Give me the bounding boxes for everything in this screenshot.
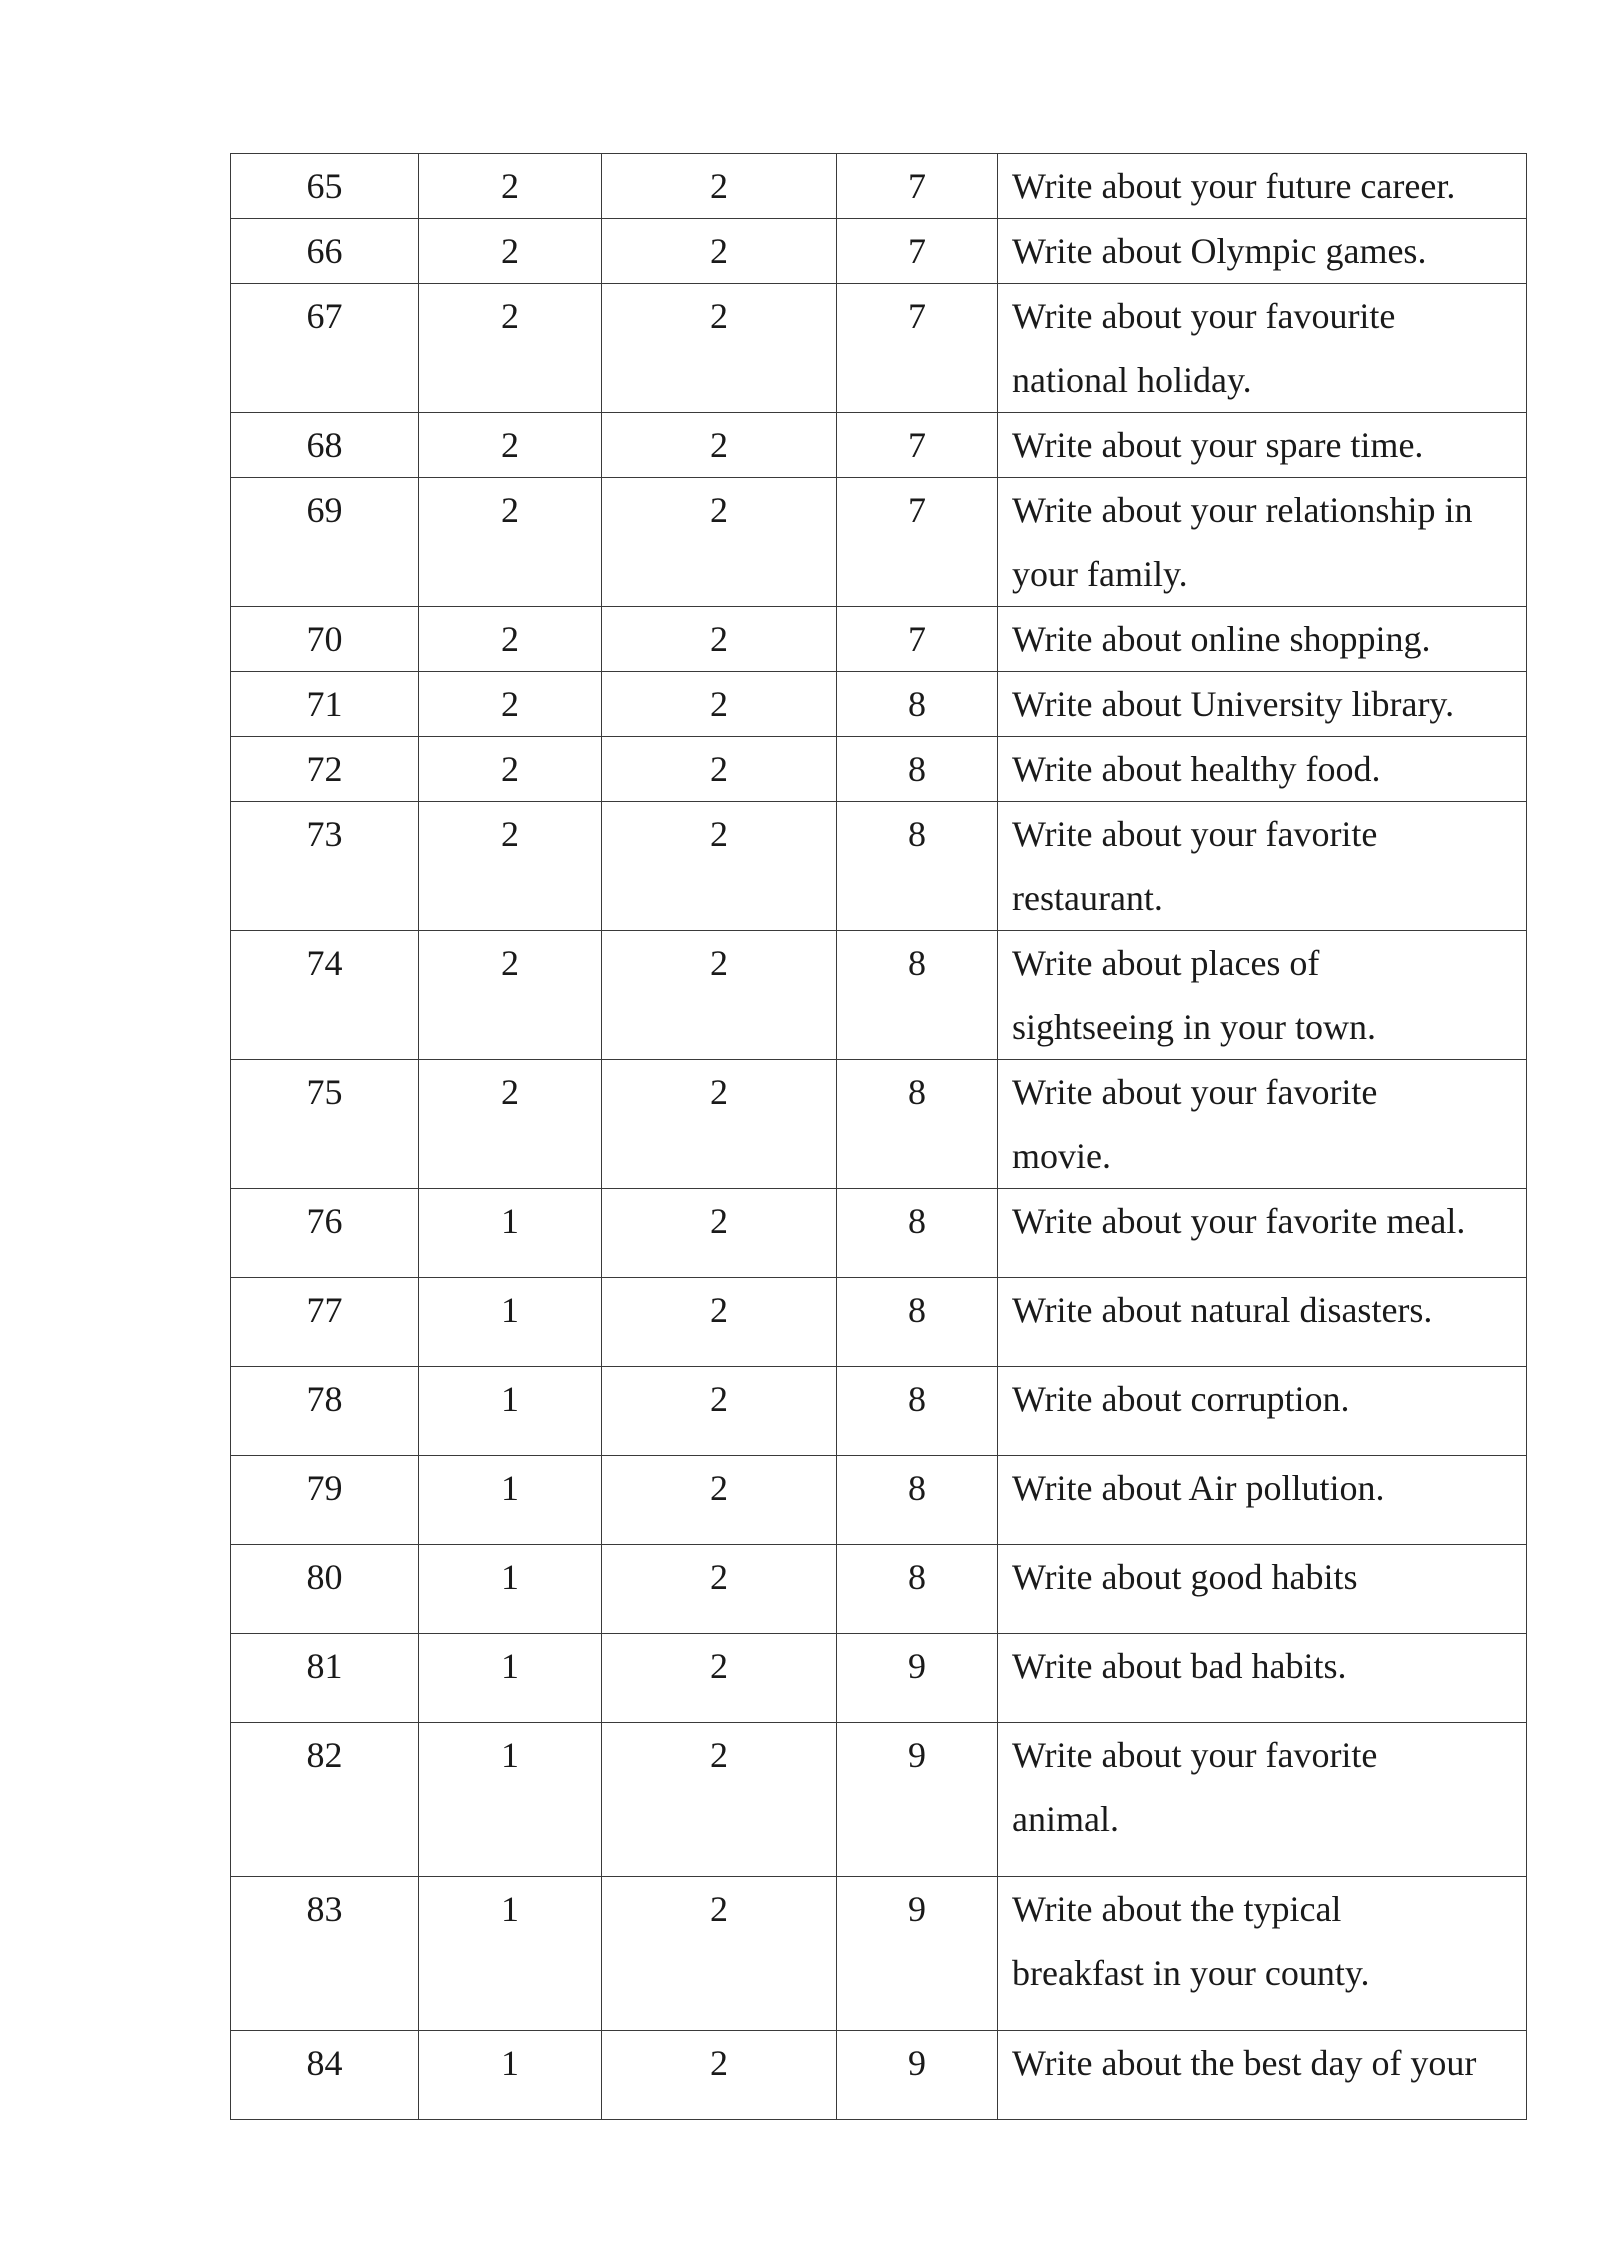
column-2-cell: 1 — [419, 1278, 602, 1367]
column-2-cell: 1 — [419, 1189, 602, 1278]
column-2-cell: 1 — [419, 1877, 602, 2031]
column-3-cell: 2 — [602, 672, 837, 737]
row-number-cell: 70 — [231, 607, 419, 672]
column-4-cell: 8 — [837, 1456, 998, 1545]
column-3-cell: 2 — [602, 1278, 837, 1367]
row-number-cell: 84 — [231, 2031, 419, 2120]
column-2-cell: 1 — [419, 1634, 602, 1723]
column-2-cell: 2 — [419, 219, 602, 284]
row-number-cell: 82 — [231, 1723, 419, 1877]
column-4-cell: 8 — [837, 1367, 998, 1456]
column-4-cell: 8 — [837, 931, 998, 1060]
row-number-cell: 67 — [231, 284, 419, 413]
row-number-cell: 83 — [231, 1877, 419, 2031]
column-4-cell: 7 — [837, 478, 998, 607]
column-2-cell: 1 — [419, 1456, 602, 1545]
topic-cell — [998, 1189, 1527, 1278]
row-number-cell: 78 — [231, 1367, 419, 1456]
topic-cell — [998, 284, 1527, 413]
column-4-cell: 9 — [837, 1634, 998, 1723]
column-4-cell: 7 — [837, 413, 998, 478]
topic-text-line: Write about the best day of your — [1012, 2043, 1477, 2083]
column-4-cell: 9 — [837, 1723, 998, 1877]
column-2-cell: 2 — [419, 931, 602, 1060]
table-row — [231, 737, 1527, 802]
row-number-cell: 65 — [231, 154, 419, 219]
topic-text-line: Write about your relationship in — [1012, 490, 1473, 530]
topic-text-line: Write about corruption. — [1012, 1379, 1350, 1419]
column-3-cell: 2 — [602, 737, 837, 802]
column-2-cell: 1 — [419, 1545, 602, 1634]
topic-cell — [998, 1367, 1527, 1456]
row-number-cell: 69 — [231, 478, 419, 607]
row-number-cell: 76 — [231, 1189, 419, 1278]
topic-cell — [998, 672, 1527, 737]
table-row — [231, 478, 1527, 607]
column-2-cell: 2 — [419, 413, 602, 478]
row-number-cell: 73 — [231, 802, 419, 931]
topic-cell — [998, 413, 1527, 478]
column-3-cell: 2 — [602, 1723, 837, 1877]
topic-text-line: movie. — [1012, 1136, 1111, 1176]
topic-text-line: Write about your favourite — [1012, 296, 1396, 336]
column-2-cell: 1 — [419, 1723, 602, 1877]
topic-cell — [998, 1545, 1527, 1634]
topic-cell — [998, 2031, 1527, 2120]
topic-cell — [998, 1456, 1527, 1545]
table-row — [231, 413, 1527, 478]
row-number-cell: 80 — [231, 1545, 419, 1634]
column-4-cell: 8 — [837, 737, 998, 802]
table-row — [231, 1545, 1527, 1634]
column-3-cell: 2 — [602, 413, 837, 478]
topic-text-line: animal. — [1012, 1799, 1119, 1839]
column-2-cell: 2 — [419, 607, 602, 672]
topic-text-line: Write about Air pollution. — [1012, 1468, 1385, 1508]
topic-cell — [998, 737, 1527, 802]
topic-text-line: Write about natural disasters. — [1012, 1290, 1433, 1330]
topic-cell — [998, 1634, 1527, 1723]
column-3-cell: 2 — [602, 2031, 837, 2120]
topic-text-line: Write about Olympic games. — [1012, 231, 1427, 271]
row-number-cell: 68 — [231, 413, 419, 478]
row-number-cell: 71 — [231, 672, 419, 737]
topic-cell — [998, 802, 1527, 931]
table-row — [231, 607, 1527, 672]
column-2-cell: 1 — [419, 1367, 602, 1456]
column-3-cell: 2 — [602, 1060, 837, 1189]
column-4-cell: 8 — [837, 1189, 998, 1278]
row-number-cell: 81 — [231, 1634, 419, 1723]
column-4-cell: 9 — [837, 2031, 998, 2120]
table-row — [231, 284, 1527, 413]
topic-text-line: Write about the typical — [1012, 1889, 1342, 1929]
column-3-cell: 2 — [602, 802, 837, 931]
column-4-cell: 9 — [837, 1877, 998, 2031]
column-2-cell: 1 — [419, 2031, 602, 2120]
row-number-cell: 66 — [231, 219, 419, 284]
column-3-cell: 2 — [602, 154, 837, 219]
topic-text-line: Write about your favorite meal. — [1012, 1201, 1466, 1241]
topic-cell — [998, 1278, 1527, 1367]
table-row — [231, 1060, 1527, 1189]
topic-text-line: restaurant. — [1012, 878, 1163, 918]
row-number-cell: 74 — [231, 931, 419, 1060]
column-3-cell: 2 — [602, 219, 837, 284]
column-2-cell: 2 — [419, 802, 602, 931]
column-3-cell: 2 — [602, 284, 837, 413]
row-number-cell: 79 — [231, 1456, 419, 1545]
column-2-cell: 2 — [419, 478, 602, 607]
table-row — [231, 219, 1527, 284]
topic-cell — [998, 1060, 1527, 1189]
topic-text-line: your family. — [1012, 554, 1188, 594]
column-3-cell: 2 — [602, 931, 837, 1060]
column-2-cell: 2 — [419, 284, 602, 413]
topic-text-line: Write about your favorite — [1012, 814, 1378, 854]
table-row — [231, 1456, 1527, 1545]
column-2-cell: 2 — [419, 672, 602, 737]
topic-text-line: Write about online shopping. — [1012, 619, 1431, 659]
column-4-cell: 8 — [837, 672, 998, 737]
table-row — [231, 1189, 1527, 1278]
table-row — [231, 802, 1527, 931]
table-row — [231, 1634, 1527, 1723]
topic-cell — [998, 154, 1527, 219]
topic-text-line: Write about your favorite — [1012, 1735, 1378, 1775]
column-3-cell: 2 — [602, 1189, 837, 1278]
column-2-cell: 2 — [419, 154, 602, 219]
table-row — [231, 931, 1527, 1060]
column-3-cell: 2 — [602, 1367, 837, 1456]
row-number-cell: 77 — [231, 1278, 419, 1367]
column-4-cell: 7 — [837, 154, 998, 219]
table-body — [231, 154, 1527, 2120]
column-3-cell: 2 — [602, 1545, 837, 1634]
column-3-cell: 2 — [602, 1456, 837, 1545]
column-3-cell: 2 — [602, 607, 837, 672]
topic-text-line: Write about healthy food. — [1012, 749, 1381, 789]
topic-cell — [998, 931, 1527, 1060]
row-number-cell: 75 — [231, 1060, 419, 1189]
table-row — [231, 672, 1527, 737]
topic-cell — [998, 1877, 1527, 2031]
column-2-cell: 2 — [419, 1060, 602, 1189]
topic-cell — [998, 219, 1527, 284]
column-4-cell: 7 — [837, 219, 998, 284]
table-row — [231, 1877, 1527, 2031]
column-2-cell: 2 — [419, 737, 602, 802]
topic-text-line: Write about good habits — [1012, 1557, 1358, 1597]
topic-text-line: Write about University library. — [1012, 684, 1455, 724]
column-4-cell: 8 — [837, 1060, 998, 1189]
column-4-cell: 8 — [837, 1545, 998, 1634]
topic-cell — [998, 607, 1527, 672]
topic-text-line: Write about your spare time. — [1012, 425, 1424, 465]
column-3-cell: 2 — [602, 478, 837, 607]
column-4-cell: 8 — [837, 1278, 998, 1367]
column-4-cell: 7 — [837, 607, 998, 672]
table-row — [231, 1367, 1527, 1456]
column-3-cell: 2 — [602, 1877, 837, 2031]
column-4-cell: 8 — [837, 802, 998, 931]
row-number-cell: 72 — [231, 737, 419, 802]
topics-table — [230, 153, 1527, 2120]
topic-text-line: Write about bad habits. — [1012, 1646, 1347, 1686]
topic-text-line: Write about places of — [1012, 943, 1320, 983]
column-4-cell: 7 — [837, 284, 998, 413]
topic-text-line: sightseeing in your town. — [1012, 1007, 1376, 1047]
topic-text-line: national holiday. — [1012, 360, 1252, 400]
column-3-cell: 2 — [602, 1634, 837, 1723]
topic-text-line: breakfast in your county. — [1012, 1953, 1370, 1993]
topic-cell — [998, 478, 1527, 607]
topic-text-line: Write about your favorite — [1012, 1072, 1378, 1112]
topic-cell — [998, 1723, 1527, 1877]
table-row — [231, 2031, 1527, 2120]
topic-text-line: Write about your future career. — [1012, 166, 1456, 206]
table-row — [231, 1723, 1527, 1877]
table-row — [231, 1278, 1527, 1367]
table-row — [231, 154, 1527, 219]
